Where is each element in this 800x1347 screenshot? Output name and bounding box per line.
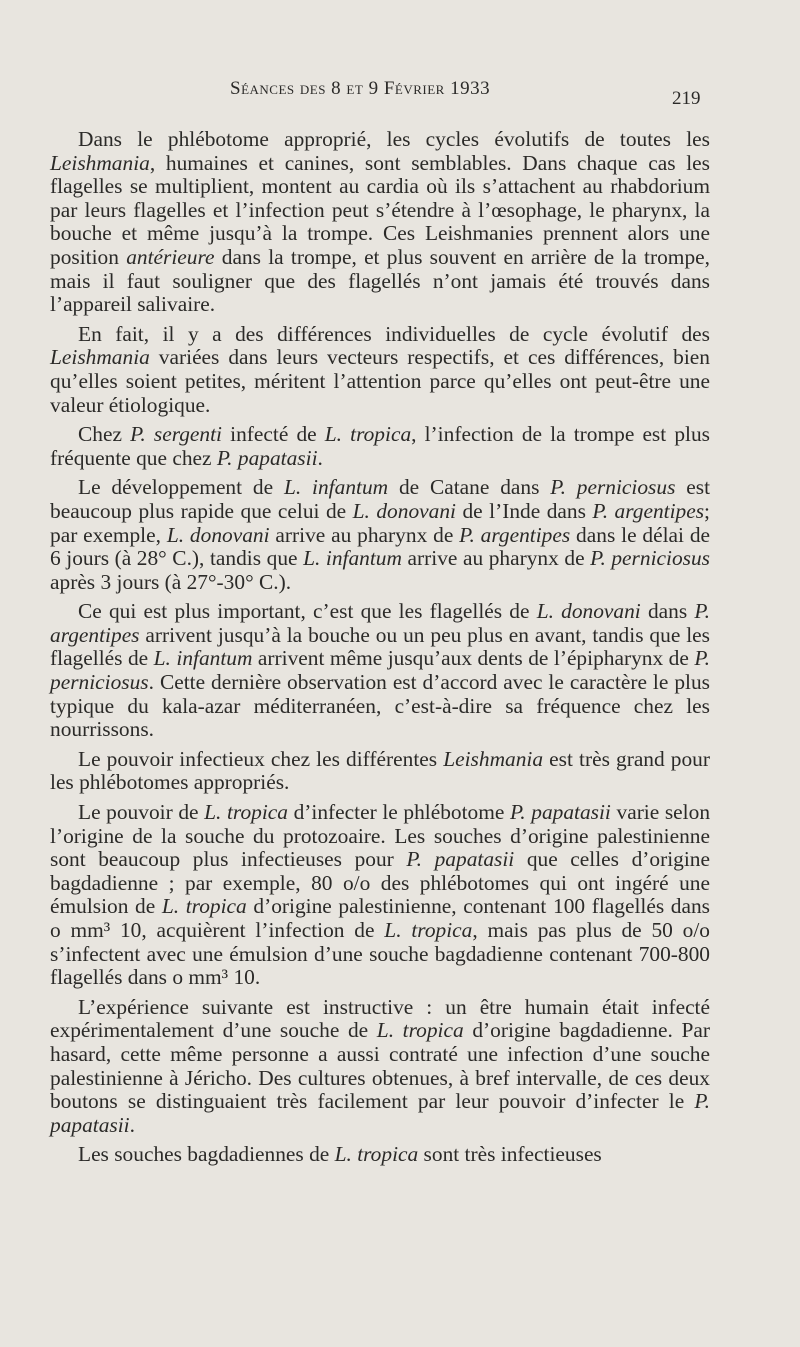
page-header — [0, 78, 800, 108]
paragraph — [50, 600, 710, 742]
italic-run: P. argentipes — [459, 522, 571, 547]
text-run: arrivent jusqu’à la bouche ou un peu plus en avant, tandis que les flagellés de — [50, 622, 710, 671]
italic-run: P. perniciosus — [590, 546, 710, 571]
text-run: arrive au pharynx de — [269, 522, 460, 547]
italic-run: L. infantum — [153, 646, 253, 671]
text-run: est très grand pour les phlébotomes appropriés. — [50, 746, 711, 795]
paragraph — [50, 996, 710, 1138]
text-run: ; par exemple, — [50, 498, 710, 547]
text-run: variées dans leurs vecteurs respectifs, et ces différences, bien qu’elles soient petites, méritent l’attention parce qu’elles ont peut-être une valeur étiologique. — [50, 345, 710, 417]
running-head: Séances des 8 et 9 Février 1933 — [230, 78, 491, 99]
italic-run: antérieure — [126, 244, 215, 269]
text-run: d’origine palestinienne, contenant 100 flagellés dans o mm³ 10, acquièrent l’infection de — [50, 894, 710, 942]
italic-run: L. donovani — [166, 522, 270, 547]
italic-run: P. perniciosus — [550, 475, 676, 500]
text-run: Dans le phlébotome approprié, les cycles évolutifs de toutes les — [78, 127, 710, 151]
italic-run: L. donovani — [352, 498, 456, 523]
page-number: 219 — [672, 88, 701, 109]
text-run: Chez — [78, 422, 131, 447]
text-run: d’origine bagdadienne. Par hasard, cette même personne a aussi contraté une infection d’une souche palestinienne à Jéricho. Des cultures obtenues, à bref intervalle, de ces deux boutons se distinguaient très facilement par leur pouvoir d’infecter le — [50, 1018, 710, 1114]
italic-run: P. argentipes — [592, 498, 705, 523]
text-run: , mais pas plus de 50 o/o s’infectent avec une émulsion d’une souche bagdadienne contenant 700-800 flagellés dans o mm³ 10. — [50, 918, 710, 990]
paragraph — [50, 476, 710, 594]
italic-run: P. sergenti — [130, 422, 222, 447]
text-run: sont très infectieuses — [418, 1142, 602, 1167]
paragraph — [50, 748, 710, 795]
text-run: , humaines et canines, sont semblables. Dans chaque cas les flagelles se multiplient, montent au cardia où ils s’attachent au rhabdorium par leurs flagelles et l’infection peut s’étendre à l’œsophage, le pharynx, la bouche et même jusqu’à la trompe. Ces Leishmanies prennent alors une position — [50, 150, 710, 269]
text-run: d’infecter le phlébotome — [287, 800, 510, 825]
italic-run: L. donovani — [536, 599, 641, 624]
text-run: . — [317, 445, 323, 470]
text-run: arrivent même jusqu’aux dents de l’épipharynx de — [252, 646, 695, 671]
italic-run: L. infantum — [303, 546, 402, 571]
italic-run: L. tropica — [204, 800, 288, 825]
italic-run: P. argentipes — [50, 599, 711, 647]
italic-run: L. tropica — [324, 422, 412, 447]
text-run: , l’infection de la trompe est plus fréquente que chez — [50, 422, 710, 470]
text-run: L’expérience suivante est instructive : un être humain était infecté expérimentalement d’une souche de — [50, 994, 710, 1043]
italic-run: P. papatasii — [406, 847, 515, 872]
text-run: En fait, il y a des différences individuelles de cycle évolutif des — [78, 321, 710, 346]
text-run: dans le délai de 6 jours (à 28° C.), tandis que — [50, 522, 711, 571]
paragraph — [50, 128, 710, 317]
body-text — [50, 128, 710, 1173]
text-run: . Cette dernière observation est d’accord avec le caractère le plus typique du kala-azar méditerranéen, c’est-à-dire sa fréquence chez les nourrissons. — [50, 670, 710, 742]
paragraph — [50, 801, 710, 990]
text-run: Le pouvoir de — [78, 800, 205, 825]
paragraph — [50, 1143, 710, 1167]
paragraph — [50, 323, 710, 417]
text-run: après 3 jours (à 27°-30° C.). — [50, 569, 292, 594]
text-run: Les souches bagdadiennes de — [78, 1142, 335, 1167]
paragraph — [50, 423, 710, 470]
text-run: dans — [640, 599, 695, 624]
text-run: varie selon l’origine de la souche du protozoaire. Les souches d’origine palestinienne sont beaucoup plus infectieuses pour — [50, 800, 711, 872]
italic-run: P. papatasii — [50, 1089, 710, 1137]
text-run: . — [129, 1112, 135, 1137]
text-run: dans la trompe, et plus souvent en arrière de la trompe, mais il faut souligner que des flagellés n’ont jamais été trouvés dans l’appareil salivaire. — [50, 244, 710, 317]
text-run: de l’Inde dans — [455, 498, 593, 523]
text-run: Ce qui est plus important, c’est que les flagellés de — [78, 599, 537, 624]
italic-run: Leishmania — [50, 345, 150, 370]
italic-run: L. tropica — [384, 918, 473, 942]
italic-run: L. tropica — [334, 1142, 419, 1167]
text-run: infecté de — [222, 422, 325, 447]
text-run: Le développement de — [78, 475, 284, 500]
italic-run: P. papatasii — [509, 800, 611, 825]
text-run: Le pouvoir infectieux chez les différentes — [78, 746, 444, 771]
italic-run: L. tropica — [376, 1018, 464, 1043]
italic-run: Leishmania — [443, 746, 544, 771]
text-run: que celles d’origine bagdadienne ; par exemple, 80 o/o des phlébotomes qui ont ingéré une émulsion de — [50, 847, 710, 919]
text-run: de Catane dans — [388, 475, 551, 500]
italic-run: Leishmania — [50, 150, 150, 175]
italic-run: P. perniciosus — [50, 646, 710, 695]
italic-run: P. papatasii — [216, 445, 318, 470]
italic-run: L. tropica — [161, 894, 247, 919]
text-run: est beaucoup plus rapide que celui de — [50, 475, 711, 523]
text-run: arrive au pharynx de — [401, 546, 591, 571]
italic-run: L. infantum — [283, 475, 389, 500]
